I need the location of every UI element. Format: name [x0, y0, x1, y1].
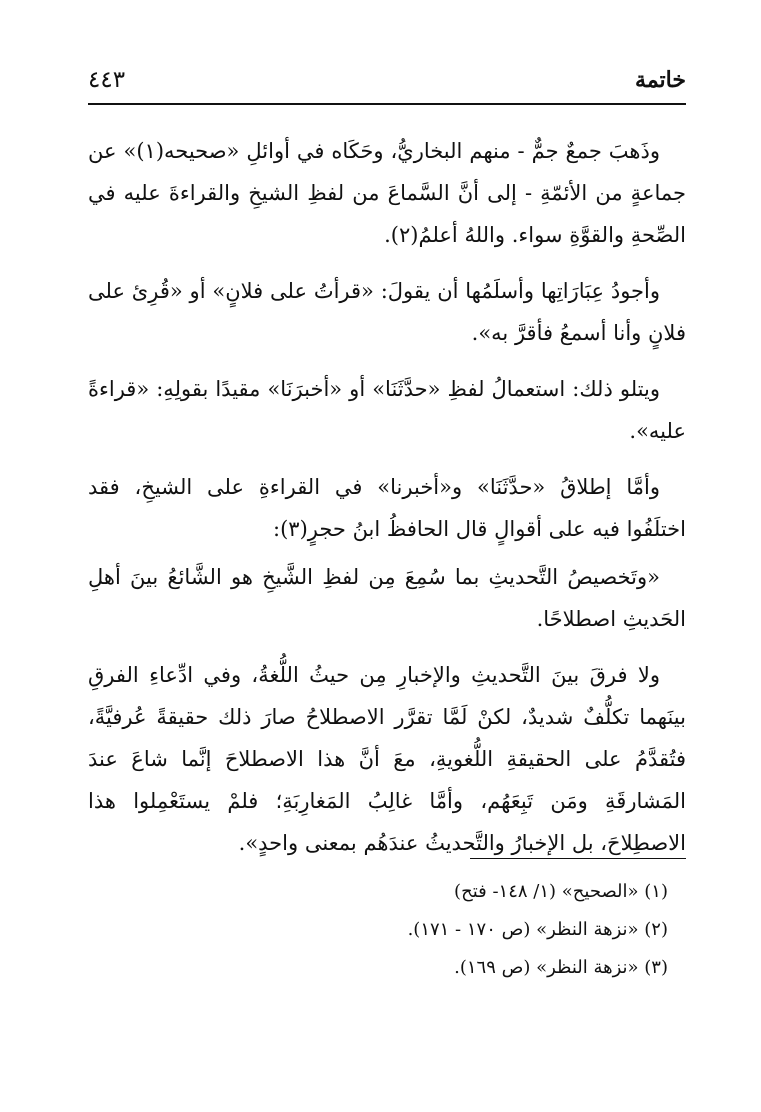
footnote: (٢) «نزهة النظر» (ص ١٧٠ - ١٧١). — [407, 919, 668, 940]
paragraph: ولا فرقَ بينَ التَّحديثِ والإخبارِ مِن حيثُ اللُّغةُ، وفي ادِّعاءِ الفرقِ بينَهما تكلُّفٌ شديدٌ، لكنْ لَمَّا تقرَّر الاصطلاحُ صارَ ذلك حقيقةً عُرفيَّةً، فتُقدَّمُ على الحقيقةِ اللُّغويةِ، معَ أنَّ هذا الاصطلاحَ إنَّما شاعَ عندَ المَشارقَةِ ومَن تَبِعَهُم، وأمَّا غالِبُ المَغارِبَةِ؛ فلمْ يستَعْمِلوا هذا الاصطِلاحَ، بل الإخبارُ والتَّحديثُ عندَهُم بمعنى واحدٍ». — [88, 663, 686, 855]
footnote: (١) «الصحيح» (١/ ١٤٨- فتح) — [454, 881, 668, 902]
paragraph: وذَهبَ جمعٌ جمٌّ - منهم البخاريُّ، وحَكَاه في أوائلِ «صحيحه(١)» عن جماعةٍ من الأئمّةِ - إلى أنَّ السَّماعَ من لفظِ الشيخِ والقراءةَ عليه في الصِّحةِ والقوَّةِ سواء. واللهُ أعلمُ(٢). — [88, 139, 686, 247]
page-header — [88, 58, 686, 102]
paragraph: وأجودُ عِبَارَاتِها وأسلَمُها أن يقولَ: «قرأتُ على فلانٍ» أو «قُرِئ على فلانٍ وأنا أسمعُ فأقرَّ به». — [88, 279, 686, 345]
paragraph: «وتَخصيصُ التَّحديثِ بما سُمِعَ مِن لفظِ الشَّيخِ هو الشَّائعُ بينَ أهلِ الحَديثِ اصطلاحًا. — [88, 565, 686, 631]
footnote: (٣) «نزهة النظر» (ص ١٦٩). — [454, 957, 668, 978]
footnotes — [88, 873, 686, 987]
header-rule — [88, 103, 686, 105]
paragraph: وأمَّا إطلاقُ «حدَّثَنَا» و«أخبرنا» في القراءةِ على الشيخِ، فقد اختلَفُوا فيه على أقوالٍ قال الحافظُ ابنُ حجرٍ(٣): — [88, 475, 686, 541]
footnote-separator — [470, 858, 686, 859]
main-text — [88, 130, 686, 878]
page-number: ٤٤٣ — [88, 67, 126, 93]
paragraph: ويتلو ذلك: استعمالُ لفظِ «حدَّثَنَا» أو «أخبرَنَا» مقيدًا بقولِهِ: «قراءةً عليه». — [88, 377, 686, 443]
chapter-title: خاتمة — [635, 67, 686, 93]
